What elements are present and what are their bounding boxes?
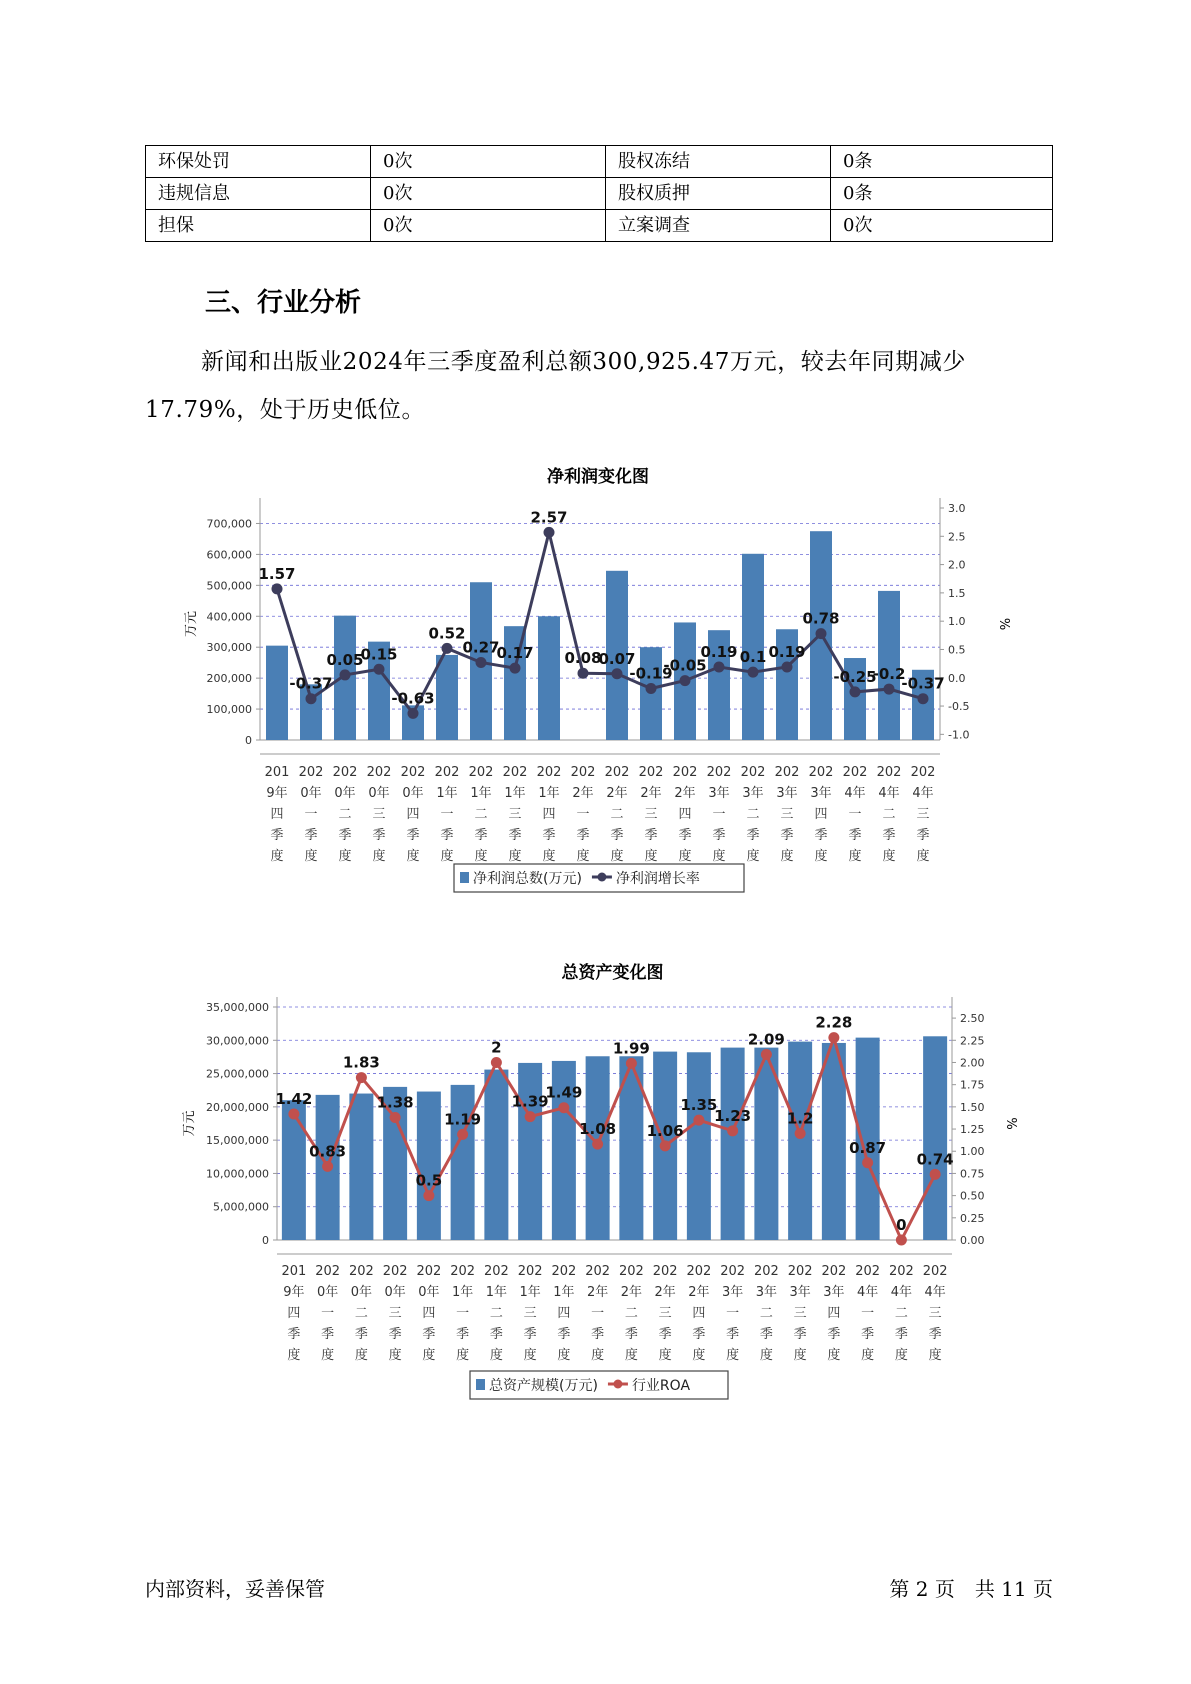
left-tick-label: 15,000,000 xyxy=(206,1134,269,1148)
data-label: 0.78 xyxy=(802,609,840,628)
data-label: 1.35 xyxy=(680,1096,718,1115)
category-label: 202 4年一季度 xyxy=(842,765,868,864)
line-point xyxy=(374,664,385,675)
bar xyxy=(923,1036,947,1240)
category-label: 201 9年四季度 xyxy=(264,765,290,864)
line-point xyxy=(646,683,657,694)
category-label: 202 1年三季度 xyxy=(502,765,528,864)
category-label: 202 1年一季度 xyxy=(434,765,460,864)
line-point xyxy=(850,686,861,697)
data-label: 1.2 xyxy=(786,1109,814,1128)
category-label: 202 3年二季度 xyxy=(753,1264,779,1363)
data-label: 2 xyxy=(491,1038,502,1057)
line-point xyxy=(727,1125,738,1136)
right-tick-label: 2.5 xyxy=(948,530,966,544)
legend-line-label: 净利润增长率 xyxy=(615,871,700,887)
data-label: -0.25 xyxy=(833,667,877,686)
data-label: 1.06 xyxy=(646,1121,684,1140)
category-label: 202 4年二季度 xyxy=(876,765,902,864)
right-tick-label: 0.50 xyxy=(960,1189,985,1203)
table-cell-value: 0次 xyxy=(371,210,606,242)
line-point xyxy=(816,628,827,639)
table-cell-value: 0条 xyxy=(831,178,1053,210)
right-tick-label: -0.5 xyxy=(948,700,970,714)
line-point xyxy=(525,1111,536,1122)
right-tick-label: 1.00 xyxy=(960,1145,985,1159)
chart-title: 净利润变化图 xyxy=(547,467,649,487)
data-label: 0.83 xyxy=(309,1142,347,1161)
line-point xyxy=(390,1112,401,1123)
data-label: 2.09 xyxy=(747,1030,785,1049)
data-label: -0.05 xyxy=(663,656,707,675)
line-point xyxy=(457,1129,468,1140)
data-label: 2.57 xyxy=(530,508,568,527)
table-cell-label: 股权冻结 xyxy=(606,146,831,178)
left-tick-label: 100,000 xyxy=(206,703,252,717)
right-tick-label: 3.0 xyxy=(948,502,966,515)
right-tick-label: 2.50 xyxy=(960,1012,985,1026)
category-label: 202 3年三季度 xyxy=(774,765,800,864)
line-point xyxy=(491,1057,502,1068)
data-label: -0.37 xyxy=(901,674,945,693)
legend-line-marker xyxy=(613,1380,622,1389)
data-label: 1.57 xyxy=(258,564,296,583)
legend-line-label: 行业ROA xyxy=(631,1378,691,1394)
risk-info-table xyxy=(145,145,1053,242)
table-cell-value: 0次 xyxy=(831,210,1053,242)
category-label: 202 3年一季度 xyxy=(720,1264,746,1363)
bar xyxy=(266,646,288,740)
line-point xyxy=(408,708,419,719)
category-label: 202 4年三季度 xyxy=(910,765,936,864)
line-point xyxy=(288,1108,299,1119)
data-label: 1.42 xyxy=(275,1089,313,1108)
data-label: 0.15 xyxy=(360,645,398,664)
bar xyxy=(436,655,458,740)
bar xyxy=(788,1042,812,1240)
data-label: 1.83 xyxy=(342,1053,380,1072)
left-tick-label: 600,000 xyxy=(206,548,252,562)
table-cell-value: 0次 xyxy=(371,146,606,178)
legend-bar-swatch xyxy=(460,872,469,883)
category-label: 202 3年三季度 xyxy=(787,1264,813,1363)
category-label: 202 0年四季度 xyxy=(400,765,426,864)
chart-title: 总资产变化图 xyxy=(561,963,664,983)
data-label: 0.19 xyxy=(768,643,806,662)
line-point xyxy=(828,1032,839,1043)
line-point xyxy=(322,1161,333,1172)
right-tick-label: 1.0 xyxy=(948,615,966,629)
total-assets-chart xyxy=(0,955,1191,1425)
left-tick-label: 200,000 xyxy=(206,672,252,686)
line-point xyxy=(476,657,487,668)
data-label: 1.38 xyxy=(376,1093,414,1112)
data-label: 0.05 xyxy=(326,650,364,669)
line-point xyxy=(862,1157,873,1168)
table-cell-label: 违规信息 xyxy=(146,178,371,210)
data-label: -0.2 xyxy=(872,665,906,684)
data-label: 1.49 xyxy=(545,1083,583,1102)
category-label: 202 2年四季度 xyxy=(686,1264,712,1363)
category-label: 202 3年一季度 xyxy=(706,765,732,864)
legend-bar-label: 总资产规模(万元) xyxy=(489,1378,598,1394)
category-label: 202 1年二季度 xyxy=(483,1264,509,1363)
category-label: 202 2年三季度 xyxy=(638,765,664,864)
section-heading: 三、行业分析 xyxy=(205,288,362,318)
right-tick-label: -1.0 xyxy=(948,728,970,742)
line-point xyxy=(626,1058,637,1069)
page-number: 第 2 页 共 11 页 xyxy=(889,1577,1053,1601)
line-point xyxy=(795,1128,806,1139)
right-tick-label: 1.25 xyxy=(960,1123,985,1137)
data-label: 0.87 xyxy=(849,1138,887,1157)
category-label: 202 4年一季度 xyxy=(855,1264,881,1363)
data-label: 0.1 xyxy=(739,648,767,667)
table-cell-label: 环保处罚 xyxy=(146,146,371,178)
category-label: 202 2年三季度 xyxy=(652,1264,678,1363)
left-tick-label: 5,000,000 xyxy=(213,1200,269,1214)
right-tick-label: 1.75 xyxy=(960,1078,985,1092)
line-point xyxy=(442,643,453,654)
line-point xyxy=(761,1049,772,1060)
line-point xyxy=(884,684,895,695)
right-tick-label: 2.25 xyxy=(960,1034,985,1048)
line-point xyxy=(660,1140,671,1151)
right-tick-label: 1.50 xyxy=(960,1100,985,1114)
bar xyxy=(417,1092,441,1240)
category-label: 202 3年四季度 xyxy=(808,765,834,864)
table-row xyxy=(146,178,1053,210)
category-label: 202 4年三季度 xyxy=(922,1264,948,1363)
data-label: 0.52 xyxy=(428,624,466,643)
bar xyxy=(451,1085,475,1240)
bar xyxy=(721,1048,745,1240)
left-axis-label: 万元 xyxy=(184,610,199,638)
category-label: 202 1年四季度 xyxy=(536,765,562,864)
category-label: 202 0年三季度 xyxy=(366,765,392,864)
left-tick-label: 400,000 xyxy=(206,610,252,624)
line-point xyxy=(930,1169,941,1180)
bar xyxy=(282,1100,306,1240)
table-cell-value: 0条 xyxy=(831,146,1053,178)
data-label: 0.5 xyxy=(415,1171,443,1190)
right-tick-label: 0.25 xyxy=(960,1211,985,1225)
data-label: 1.39 xyxy=(511,1092,549,1111)
left-tick-label: 10,000,000 xyxy=(206,1167,269,1181)
left-tick-label: 700,000 xyxy=(206,517,252,531)
line-point xyxy=(680,675,691,686)
category-label: 202 2年二季度 xyxy=(618,1264,644,1363)
right-tick-label: 2.00 xyxy=(960,1056,985,1070)
line-point xyxy=(510,663,521,674)
category-label: 202 2年四季度 xyxy=(672,765,698,864)
legend-line-marker xyxy=(597,873,606,882)
bar xyxy=(538,616,560,740)
line-point xyxy=(356,1072,367,1083)
table-row xyxy=(146,146,1053,178)
left-tick-label: 0 xyxy=(245,734,252,747)
category-label: 202 1年一季度 xyxy=(450,1264,476,1363)
data-label: 0.19 xyxy=(700,643,738,662)
category-label: 202 2年一季度 xyxy=(570,765,596,864)
data-label: 0.27 xyxy=(462,638,500,657)
left-axis-label: 万元 xyxy=(182,1110,197,1137)
category-label: 202 1年三季度 xyxy=(517,1264,543,1363)
category-label: 202 0年三季度 xyxy=(382,1264,408,1363)
data-label: 0 xyxy=(896,1216,907,1234)
line-point xyxy=(693,1115,704,1126)
data-label: 0.17 xyxy=(496,644,534,663)
net-profit-chart xyxy=(0,460,1191,920)
data-label: 1.08 xyxy=(579,1120,617,1139)
line-point xyxy=(592,1139,603,1150)
line-point xyxy=(714,662,725,673)
line-point xyxy=(306,693,317,704)
bar xyxy=(687,1052,711,1240)
analysis-paragraph: 新闻和出版业2024年三季度盈利总额300,925.47万元，较去年同期减少17.79%，处于历史低位。 xyxy=(145,349,967,423)
line-point xyxy=(544,527,555,538)
table-cell-label: 股权质押 xyxy=(606,178,831,210)
legend-bar-label: 净利润总数(万元) xyxy=(473,871,582,887)
right-axis-label: % xyxy=(1003,1117,1018,1130)
category-label: 202 0年四季度 xyxy=(416,1264,442,1363)
bar xyxy=(742,554,764,740)
bar xyxy=(518,1063,542,1240)
line-point xyxy=(272,583,283,594)
category-label: 202 4年二季度 xyxy=(888,1264,914,1363)
right-tick-label: 0.0 xyxy=(948,671,966,685)
right-axis-label: % xyxy=(996,617,1011,631)
category-label: 201 9年四季度 xyxy=(281,1264,307,1363)
data-label: -0.63 xyxy=(391,689,435,708)
data-label: 1.23 xyxy=(714,1106,752,1125)
category-label: 202 3年二季度 xyxy=(740,765,766,864)
line-point xyxy=(918,693,929,704)
category-label: 202 2年一季度 xyxy=(585,1264,611,1363)
line-point xyxy=(612,668,623,679)
category-label: 202 0年二季度 xyxy=(332,765,358,864)
left-tick-label: 500,000 xyxy=(206,579,252,593)
left-tick-label: 300,000 xyxy=(206,641,252,655)
right-tick-label: 0.00 xyxy=(960,1234,985,1247)
data-label: -0.37 xyxy=(289,674,333,693)
table-cell-label: 立案调查 xyxy=(606,210,831,242)
data-label: 1.99 xyxy=(612,1039,650,1058)
category-label: 202 1年二季度 xyxy=(468,765,494,864)
data-label: 2.28 xyxy=(815,1013,853,1032)
category-label: 202 2年二季度 xyxy=(604,765,630,864)
table-cell-value: 0次 xyxy=(371,178,606,210)
right-tick-label: 1.5 xyxy=(948,586,966,600)
data-label: -0.19 xyxy=(629,664,673,683)
category-label: 202 0年一季度 xyxy=(315,1264,341,1363)
left-tick-label: 30,000,000 xyxy=(206,1034,269,1048)
right-tick-label: 0.75 xyxy=(960,1167,985,1181)
category-label: 202 3年四季度 xyxy=(821,1264,847,1363)
line-point xyxy=(558,1102,569,1113)
footer-note: 内部资料，妥善保管 xyxy=(145,1577,325,1601)
table-row xyxy=(146,210,1053,242)
legend-bar-swatch xyxy=(476,1379,485,1390)
line-point xyxy=(896,1235,907,1246)
data-label: 0.74 xyxy=(916,1150,954,1169)
line-point xyxy=(340,669,351,680)
left-tick-label: 35,000,000 xyxy=(206,1001,269,1014)
line-point xyxy=(782,662,793,673)
data-label: 1.19 xyxy=(444,1110,482,1129)
category-label: 202 0年二季度 xyxy=(348,1264,374,1363)
line-point xyxy=(423,1190,434,1201)
line-point xyxy=(578,668,589,679)
left-tick-label: 20,000,000 xyxy=(206,1100,269,1114)
line-point xyxy=(748,667,759,678)
left-tick-label: 25,000,000 xyxy=(206,1067,269,1081)
right-tick-label: 2.0 xyxy=(948,558,966,572)
left-tick-label: 0 xyxy=(262,1234,269,1247)
bar xyxy=(484,1070,508,1240)
right-tick-label: 0.5 xyxy=(948,643,966,657)
data-label: 0.08 xyxy=(564,649,602,668)
category-label: 202 0年一季度 xyxy=(298,765,324,864)
category-label: 202 1年四季度 xyxy=(551,1264,577,1363)
data-label: 0.07 xyxy=(598,649,636,668)
table-cell-label: 担保 xyxy=(146,210,371,242)
bar xyxy=(349,1094,373,1240)
